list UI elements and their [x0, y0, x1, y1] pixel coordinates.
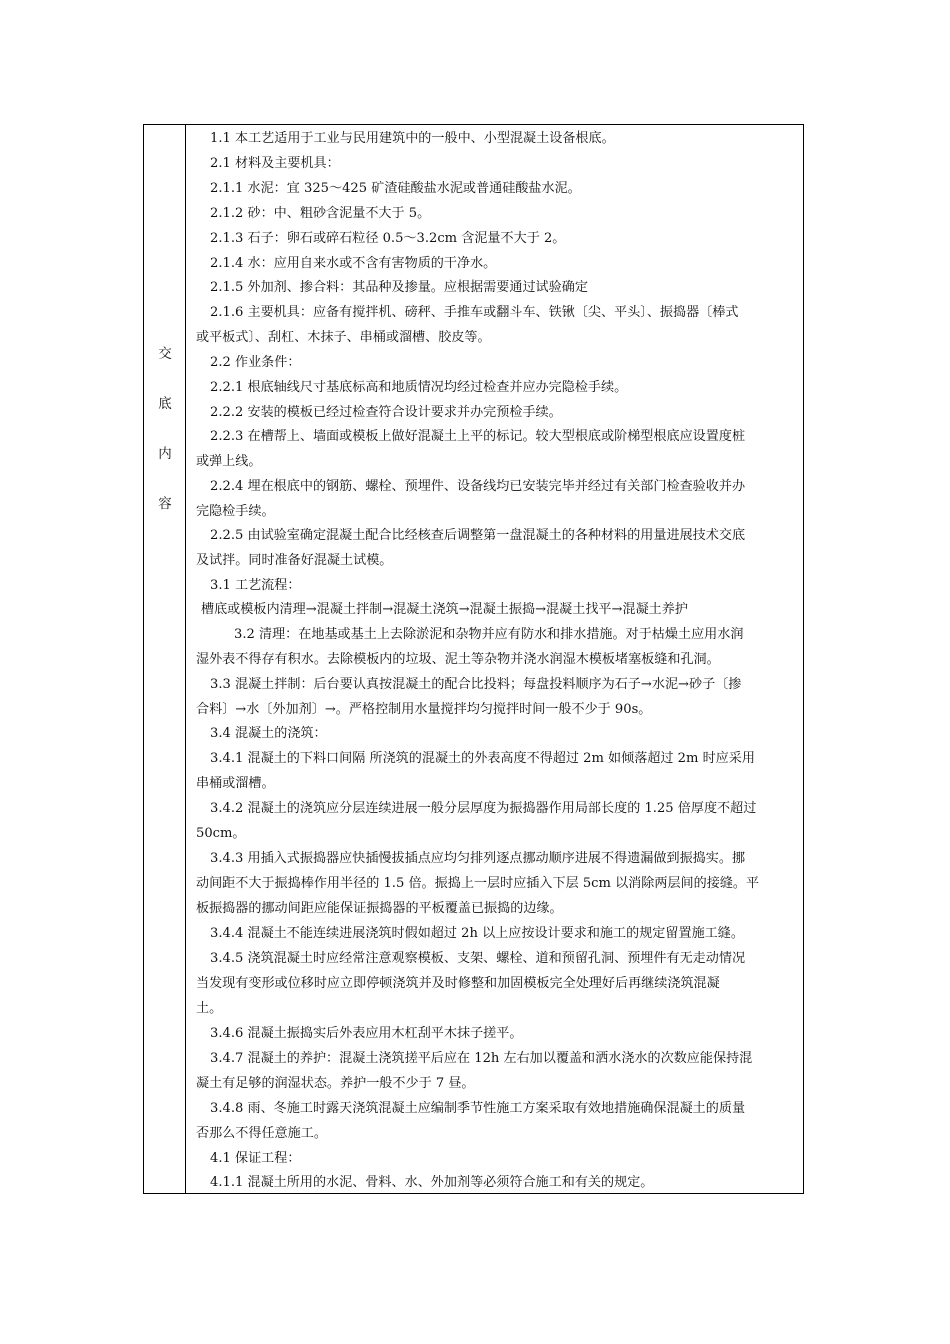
- text-line: 2.2 作业条件：: [210, 355, 301, 370]
- text-line: 土。: [196, 1001, 223, 1016]
- label-char: 容: [158, 496, 172, 512]
- label-char: 底: [158, 396, 172, 412]
- text-line: 3.4.8 雨、冬施工时露天浇筑混凝土应编制季节性施工方案采取有效地措施确保混凝土的质量: [210, 1101, 746, 1116]
- text-line: 4.1.1 混凝土所用的水泥、骨料、水、外加剂等必须符合施工和有关的规定。: [210, 1175, 654, 1190]
- text-line: 2.1 材料及主要机具：: [210, 156, 340, 171]
- text-line: 4.1 保证工程：: [210, 1151, 301, 1166]
- text-line: 2.1.2 砂：中、粗砂含泥量不大于 5。: [210, 206, 431, 221]
- text-line: 3.2 清理：在地基或基土上去除淤泥和杂物并应有防水和排水措施。对于枯燥土应用水润: [234, 627, 744, 642]
- text-line: 3.4.3 用插入式振捣器应快插慢拔插点应均匀排列逐点挪动顺序进展不得遗漏做到振捣实。挪: [210, 851, 746, 866]
- text-line: 2.1.6 主要机具：应备有搅拌机、磅秤、手推车或翻斗车、铁锹〔尖、平头〕、振捣器〔棒式: [210, 305, 739, 320]
- text-line: 凝土有足够的润湿状态。养护一般不少于 7 昼。: [196, 1076, 475, 1091]
- text-line: 湿外表不得存有积水。去除模板内的垃圾、泥土等杂物并浇水润湿木模板堵塞板缝和孔洞。: [196, 652, 720, 667]
- text-line: 3.4.1 混凝土的下料口间隔 所浇筑的混凝土的外表高度不得超过 2m 如倾落超过 2m 时应采用: [210, 751, 755, 766]
- text-line: 2.1.3 石子：卵石或碎石粒径 0.5～3.2cm 含泥量不大于 2。: [210, 231, 566, 246]
- text-line: 否那么不得任意施工。: [196, 1126, 327, 1141]
- text-line: 当发现有变形或位移时应立即停顿浇筑并及时修整和加固模板完全处理好后再继续浇筑混凝: [196, 976, 720, 991]
- text-line: 2.1.5 外加剂、掺合料：其品种及掺量。应根据需要通过试验确定: [210, 280, 588, 295]
- text-line: 50cm。: [196, 826, 246, 841]
- text-line: 合料〕→水〔外加剂〕→。严格控制用水量搅拌均匀搅拌时间一般不少于 90s。: [196, 702, 652, 717]
- text-line: 或平板式〕、刮杠、木抹子、串桶或溜槽、胶皮等。: [196, 330, 491, 345]
- text-line: 动间距不大于振捣棒作用半径的 1.5 倍。振捣上一层时应插入下层 5cm 以消除两层间的接缝。平: [196, 876, 760, 891]
- text-line: 串桶或溜槽。: [196, 776, 275, 791]
- section-label-column: [144, 125, 186, 1193]
- text-line: 槽底或模板内清理→混凝土拌制→混凝土浇筑→混凝土振捣→混凝土找平→混凝土养护: [201, 602, 688, 617]
- disclosure-table: [143, 124, 804, 1194]
- text-line: 3.4.2 混凝土的浇筑应分层连续进展一般分层厚度为振捣器作用局部长度的 1.25 倍厚度不超过: [210, 801, 757, 816]
- text-line: 2.2.3 在槽帮上、墙面或模板上做好混凝土上平的标记。较大型根底或阶梯型根底应设置度桩: [210, 429, 746, 444]
- content-cell: [186, 125, 803, 1193]
- label-char: 交: [158, 346, 172, 362]
- text-line: 2.2.4 埋在根底中的钢筋、螺栓、预埋件、设备线均已安装完毕并经过有关部门检查验收并办: [210, 479, 746, 494]
- text-line: 2.2.1 根底轴线尺寸基底标高和地质情况均经过检查并应办完隐检手续。: [210, 380, 628, 395]
- text-line: 3.4.7 混凝土的养护：混凝土浇筑搓平后应在 12h 左右加以覆盖和洒水浇水的次数应能保持混: [210, 1051, 753, 1066]
- text-line: 及试拌。同时准备好混凝土试模。: [196, 553, 393, 568]
- text-line: 2.2.2 安装的模板已经过检查符合设计要求并办完预检手续。: [210, 405, 562, 420]
- text-line: 3.4.6 混凝土振捣实后外表应用木杠刮平木抹子搓平。: [210, 1026, 523, 1041]
- text-line: 3.4 混凝土的浇筑：: [210, 726, 327, 741]
- text-line: 3.1 工艺流程：: [210, 578, 301, 593]
- text-line: 或弹上线。: [196, 454, 262, 469]
- text-line: 板振捣器的挪动间距应能保证振捣器的平板覆盖已振捣的边缘。: [196, 901, 563, 916]
- text-line: 1.1 本工艺适用于工业与民用建筑中的一般中、小型混凝土设备根底。: [210, 131, 615, 146]
- text-line: 2.2.5 由试验室确定混凝土配合比经核查后调整第一盘混凝土的各种材料的用量进展技术交底: [210, 528, 746, 543]
- label-char: 内: [158, 446, 172, 462]
- text-line: 3.4.5 浇筑混凝土时应经常注意观察模板、支架、螺栓、道和预留孔洞、预埋件有无走动情况: [210, 951, 746, 966]
- text-line: 3.3 混凝土拌制：后台要认真按混凝土的配合比投料；每盘投料顺序为石子→水泥→砂子〔掺: [210, 677, 742, 692]
- text-line: 3.4.4 混凝土不能连续进展浇筑时假如超过 2h 以上应按设计要求和施工的规定留置施工缝。: [210, 926, 744, 941]
- text-line: 2.1.4 水：应用自来水或不含有害物质的干净水。: [210, 256, 497, 271]
- text-line: 2.1.1 水泥：宜 325～425 矿渣硅酸盐水泥或普通硅酸盐水泥。: [210, 181, 581, 196]
- text-line: 完隐检手续。: [196, 504, 275, 519]
